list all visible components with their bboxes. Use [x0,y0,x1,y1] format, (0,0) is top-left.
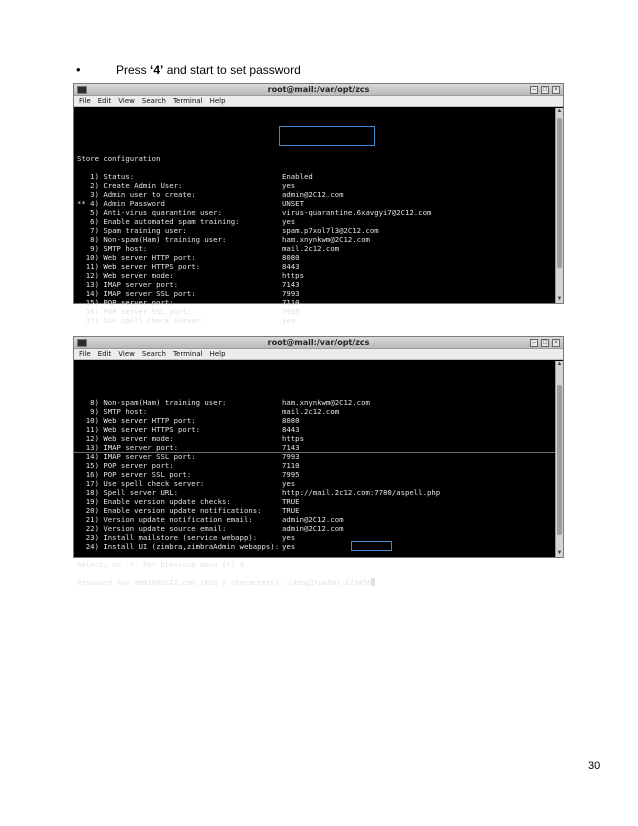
line-value: Enabled [282,172,313,181]
terminal-line [77,407,563,416]
line-value: 7143 [282,280,300,289]
line-label: 15) POP server port: [77,298,174,307]
line-label: 19) Enable version update checks: [77,497,231,506]
terminal-line [77,488,563,497]
line-value: 8443 [282,262,300,271]
line-label: 8) Non-spam(Ham) training user: [77,235,227,244]
menu-file[interactable]: File [79,350,91,358]
line-value: mail.2c12.com [282,244,340,253]
scroll-up-icon[interactable]: ▲ [556,361,563,367]
line-value: https [282,434,304,443]
line-label: 7) Spam training user: [77,226,187,235]
line-value: admin@2C12.com [282,524,344,533]
page-number: 30 [588,760,601,772]
line-value: 7993 [282,452,300,461]
line-value: yes [282,181,296,190]
line-label: 2) Create Admin User: [77,181,183,190]
window-title: root@mail:/var/opt/zcs [267,85,370,94]
scroll-down-icon[interactable]: ▼ [556,296,563,302]
menu-view[interactable]: View [118,97,135,105]
line-value: http://mail.2c12.com:7780/aspell.php [282,488,441,497]
line-value: ham.xnynkwm@2C12.com [282,235,370,244]
line-label: 5) Anti-virus quarantine user: [77,208,222,217]
instruction-after: and start to set password [163,63,301,77]
terminal-titlebar [74,337,563,349]
line-value: 7995 [282,307,300,316]
terminal-line [77,479,563,488]
menu-view[interactable]: View [118,350,135,358]
terminal-line [77,226,563,235]
line-value: 7143 [282,443,300,452]
line-label: 15) POP server port: [77,461,174,470]
line-label: 9) SMTP host: [77,407,148,416]
menu-help[interactable]: Help [209,350,226,358]
terminal-line [77,551,563,560]
line-value: TRUE [282,497,300,506]
terminal-window-1 [73,83,564,325]
line-label: 8) Non-spam(Ham) training user: [77,398,227,407]
scroll-up-icon[interactable]: ▲ [556,108,563,114]
line-label: 10) Web server HTTP port: [77,416,196,425]
line-label: 16) POP server SSL port: [77,470,192,479]
line-value: https [282,271,304,280]
terminal-line [77,208,563,217]
line-value: 8080 [282,416,300,425]
line-label: Store configuration [77,154,161,163]
menu-search[interactable]: Search [141,350,166,358]
line-value: spam.p7xol7l3@2C12.com [282,226,379,235]
scrollbar-thumb[interactable] [557,385,562,535]
bullet: • [76,62,81,77]
terminal-line [77,172,563,181]
line-label: 16) POP server SSL port: [77,307,192,316]
line-label: 14) IMAP server SSL port: [77,452,196,461]
line-label: 20) Enable version update notifications: [77,506,262,515]
terminal-line [77,235,563,244]
line-label: 12) Web server mode: [77,434,174,443]
terminal-line [77,316,563,325]
line-value: yes [282,533,296,542]
menu-edit[interactable]: Edit [97,350,112,358]
line-label: 11) Web server HTTPS port: [77,425,201,434]
line-label: 13) IMAP server port: [77,443,179,452]
terminal-line [77,425,563,434]
terminal-line [77,181,563,190]
password-prompt: Password for admin@2C12.com (min 6 characters): [deug2tpx8m] [77,578,345,587]
terminal-line [77,452,563,461]
line-value: 8080 [282,253,300,262]
terminal-line [77,470,563,479]
instruction-key: ‘4’ [150,63,164,77]
line-value: 7993 [282,289,300,298]
terminal-line [77,217,563,226]
line-value: yes [282,217,296,226]
terminal-line [77,199,563,208]
terminal-line [77,163,563,172]
menu-edit[interactable]: Edit [97,97,112,105]
line-label: 3) Admin user to create: [77,190,196,199]
password-prompt-line [77,578,563,587]
scrollbar-thumb[interactable] [557,118,562,268]
terminal-line [77,416,563,425]
terminal-line [77,262,563,271]
maximize-icon[interactable]: □ [541,86,549,94]
minimize-icon[interactable]: – [530,339,538,347]
line-value: yes [282,542,296,551]
scrollbar[interactable] [555,108,563,303]
line-value: mail.2c12.com [282,407,340,416]
terminal-line [77,497,563,506]
menu-terminal[interactable]: Terminal [172,350,203,358]
menu-bar [74,96,563,107]
line-label: 1) Status: [77,172,135,181]
terminal-line [77,560,563,569]
terminal-line [77,145,563,154]
terminal-line [77,154,563,163]
menu-file[interactable]: File [79,97,91,105]
line-label: 24) Install UI (zimbra,zimbraAdmin webapps): [77,542,280,551]
scrollbar[interactable] [555,361,563,557]
line-value: yes [282,316,296,325]
terminal-line [77,289,563,298]
line-value: yes [282,479,296,488]
line-label: Select, or 'r' for previous menu [r] 4 [77,560,244,569]
terminal-output[interactable] [74,107,563,325]
line-value: 7110 [282,298,300,307]
text-cursor [371,578,375,586]
terminal-line [77,398,563,407]
terminal-line [77,190,563,199]
instruction-text [116,62,301,78]
instruction-line [72,62,572,78]
window-title: root@mail:/var/opt/zcs [267,338,370,347]
terminal-line [77,280,563,289]
menu-search[interactable]: Search [141,97,166,105]
line-value: virus-quarantine.6xavgyi7@2C12.com [282,208,432,217]
terminal-line [77,434,563,443]
line-label: 9) SMTP host: [77,244,148,253]
terminal-line [77,569,563,578]
terminal-line [77,253,563,262]
terminal-line [77,542,563,551]
line-value: 8443 [282,425,300,434]
terminal-output[interactable] [74,360,563,587]
line-label: 12) Web server mode: [77,271,174,280]
close-icon[interactable]: × [552,339,560,347]
line-label: 11) Web server HTTPS port: [77,262,201,271]
line-label: 6) Enable automated spam training: [77,217,240,226]
line-label: 10) Web server HTTP port: [77,253,196,262]
terminal-line [77,524,563,533]
menu-bar [74,349,563,360]
line-label: 22) Version update source email: [77,524,227,533]
password-input[interactable]: 123456 [344,578,372,587]
terminal-line [77,506,563,515]
line-value: admin@2C12.com [282,515,344,524]
menu-help[interactable]: Help [209,97,226,105]
terminal-line [77,533,563,542]
line-label: 17) Use spell check server: [77,316,205,325]
terminal-line [77,307,563,316]
terminal-line [77,136,563,145]
terminal-line [77,244,563,253]
close-icon[interactable]: × [552,86,560,94]
line-value: ham.xnynkwm@2C12.com [282,398,370,407]
terminal-titlebar [74,84,563,96]
line-label: 23) Install mailstore (service webapp): [77,533,258,542]
line-label: 18) Spell server URL: [77,488,179,497]
minimize-icon[interactable]: – [530,86,538,94]
line-value: 7110 [282,461,300,470]
line-label: ** 4) Admin Password [77,199,165,208]
line-value: TRUE [282,506,300,515]
terminal-line [77,443,563,452]
window-controls [530,86,560,94]
terminal-line [77,271,563,280]
line-label: 17) Use spell check server: [77,479,205,488]
line-value: UNSET [282,199,304,208]
line-label: 21) Version update notification email: [77,515,253,524]
terminal-line [77,298,563,307]
line-label: 14) IMAP server SSL port: [77,289,196,298]
terminal-window-2 [73,336,564,587]
window-controls [530,339,560,347]
instruction-before: Press [116,63,151,77]
terminal-line [77,461,563,470]
maximize-icon[interactable]: □ [541,339,549,347]
scroll-down-icon[interactable]: ▼ [556,550,563,556]
menu-terminal[interactable]: Terminal [172,97,203,105]
line-label: 13) IMAP server port: [77,280,179,289]
line-value: admin@2C12.com [282,190,344,199]
terminal-line [77,515,563,524]
line-value: 7995 [282,470,300,479]
